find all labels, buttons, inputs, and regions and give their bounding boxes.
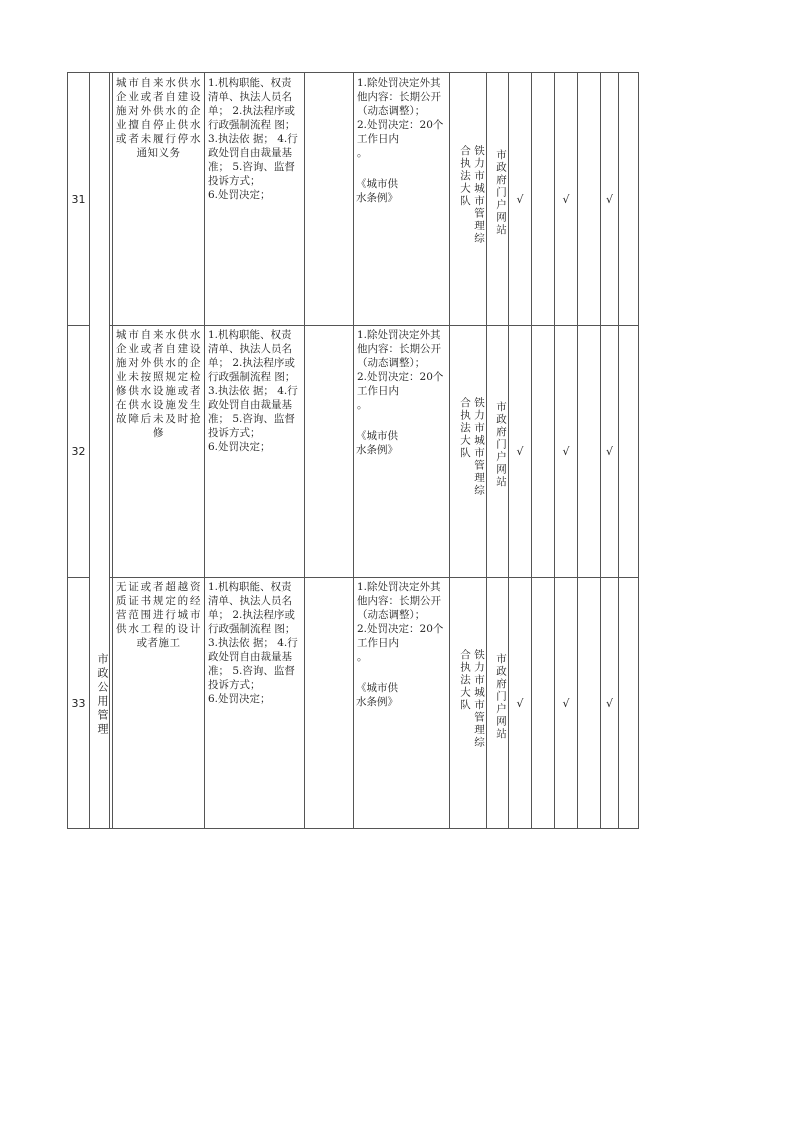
row-number: 33	[71, 697, 86, 710]
disclosure-content: 1.机构职能、权责清单、执法人员名单； 2.执法程序或行政强制流程 图； 3.执法依 据； 4.行政处罚自由裁量基准； 5.咨询、监督投诉方式； 6.处罚决定；	[208, 329, 298, 453]
check-mark: √	[562, 697, 570, 710]
check-mark: √	[605, 193, 613, 206]
row-divider	[68, 325, 638, 326]
legal-basis: 《城市供水条例》	[356, 430, 398, 456]
disclosure-content: 1.机构职能、权责清单、执法人员名单； 2.执法程序或行政强制流程 图； 3.执法依 据； 4.行政处罚自由裁量基准； 5.咨询、监督投诉方式； 6.处罚决定；	[208, 77, 298, 201]
col-divider	[353, 73, 354, 828]
check-mark: √	[516, 445, 524, 458]
check-mark: √	[516, 193, 524, 206]
col-divider	[577, 73, 578, 828]
check-mark: √	[562, 445, 570, 458]
check-mark: √	[605, 697, 613, 710]
enforcement-item: 无证或者超越资质证书规定的经营范围进行城市供水工程的设计或者施工	[116, 581, 201, 649]
disclosure-content: 1.机构职能、权责清单、执法人员名单； 2.执法程序或行政强制流程 图； 3.执法依 据； 4.行政处罚自由裁量基准； 5.咨询、监督投诉方式； 6.处罚决定；	[208, 581, 298, 705]
row-number: 32	[71, 445, 86, 458]
disclosure-channel: 市政府门户网站	[495, 653, 507, 741]
check-mark: √	[516, 697, 524, 710]
disclosure-subject: 铁力市城市管理综合执法大队	[459, 145, 485, 245]
check-mark: √	[562, 193, 570, 206]
col-divider	[531, 73, 532, 828]
disclosure-table	[67, 72, 639, 829]
disclosure-subject: 铁力市城市管理综合执法大队	[459, 397, 485, 497]
legal-basis: 《城市供水条例》	[356, 178, 398, 204]
col-divider	[112, 73, 113, 828]
enforcement-item: 城市自来水供水企业或者自建设施对外供水的企业擅自停止供水或者未履行停水通知义务	[116, 77, 201, 159]
disclosure-subject: 铁力市城市管理综合执法大队	[459, 649, 485, 749]
category-label: 市政公用管理	[96, 653, 109, 737]
col-divider	[304, 73, 305, 828]
col-divider	[109, 73, 110, 828]
disclosure-timing: 1.除处罚决定外其他内容：长期公开 （动态调整）； 2.处罚决定：20个工作日内 。	[357, 77, 444, 159]
check-mark: √	[605, 445, 613, 458]
disclosure-channel: 市政府门户网站	[495, 149, 507, 237]
disclosure-timing: 1.除处罚决定外其他内容：长期公开 （动态调整）； 2.处罚决定：20个工作日内 。	[357, 581, 444, 663]
row-number: 31	[71, 193, 86, 206]
enforcement-item: 城市自来水供水企业或者自建设施对外供水的企业未按照规定检修供水设施或者在供水设施发生故障后未及时抢修	[116, 329, 201, 439]
col-divider	[618, 73, 619, 828]
disclosure-channel: 市政府门户网站	[495, 401, 507, 489]
legal-basis: 《城市供水条例》	[356, 682, 398, 708]
row-divider	[68, 577, 638, 578]
disclosure-timing: 1.除处罚决定外其他内容：长期公开 （动态调整）； 2.处罚决定：20个工作日内 。	[357, 329, 444, 411]
